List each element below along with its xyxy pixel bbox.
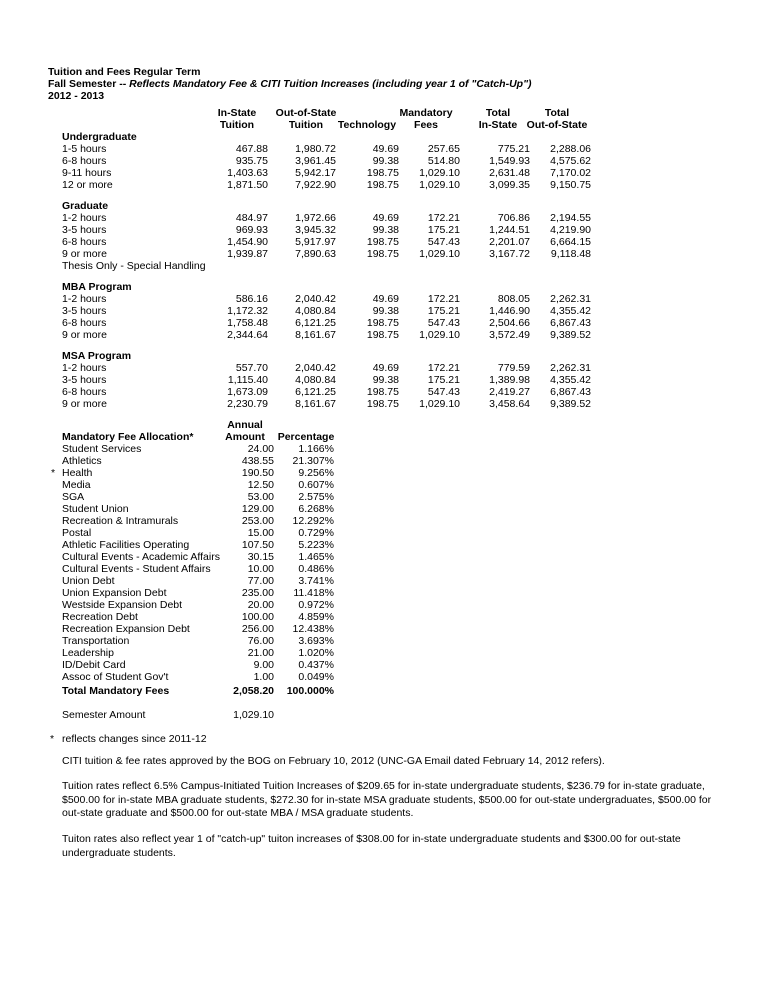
rate-cell: 6,664.15 [550,236,591,248]
rate-cell: 172.21 [427,362,460,374]
fee-label: Union Expansion Debt [62,587,167,599]
column-header-line2: Technology [337,119,397,131]
fee-label: Recreation & Intramurals [62,515,179,527]
rate-cell: 2,040.42 [295,362,336,374]
fee-label: Postal [62,527,92,539]
section-heading: MSA Program [62,350,132,362]
fee-percentage: 0.486% [298,563,334,575]
rate-cell: 6,121.25 [295,386,336,398]
rate-cell: 198.75 [366,179,399,191]
column-header [517,107,597,131]
rate-cell: 4,219.90 [550,224,591,236]
rate-cell: 1,244.51 [489,224,530,236]
fee-percentage: 0.049% [298,671,334,683]
fee-percentage: 4.859% [298,611,334,623]
rate-cell: 198.75 [366,329,399,341]
fee-amount: 10.00 [247,563,274,575]
row-label: 1-2 hours [62,212,107,224]
fee-amount: 53.00 [247,491,274,503]
fee-percentage: 12.292% [292,515,334,527]
rate-cell: 1,758.48 [227,317,268,329]
fee-percentage: 0.607% [298,479,334,491]
fee-label: Westside Expansion Debt [62,599,183,611]
rate-cell: 3,458.64 [489,398,530,410]
rate-cell: 586.16 [235,293,268,305]
rate-cell: 2,419.27 [489,386,530,398]
rate-cell: 175.21 [427,305,460,317]
rate-cell: 1,115.40 [227,374,268,386]
fee-percentage: 1.166% [298,443,334,455]
rate-cell: 2,344.64 [227,329,268,341]
fee-label: Media [62,479,91,491]
page-title: Tuition and Fees Regular Term [48,66,201,78]
column-header [386,107,466,131]
fee-percentage: 3.693% [298,635,334,647]
rate-cell: 4,080.84 [295,305,336,317]
fee-amount: 9.00 [253,659,274,671]
rate-cell: 7,170.02 [550,167,591,179]
rate-cell: 1,029.10 [419,329,460,341]
column-header-line1: In-State [217,107,257,119]
rate-cell: 6,867.43 [550,386,591,398]
rate-cell: 1,389.98 [489,374,530,386]
note-campus-increases: Tuition rates reflect 6.5% Campus-Initiated Tuition Increases of $209.65 for in-state undergraduate students, $236.79 for in-state graduate, $500.00 for in-state MBA graduate students, $272.30 for in-state MSA graduate students, $500.00 for out-state undergraduates, $500.00 for out-state graduate and $500.00 for out-state MBA / MSA graduate students. [62,780,712,819]
row-label: 9 or more [62,398,107,410]
academic-year: 2012 - 2013 [48,90,105,102]
fee-amount: 129.00 [241,503,274,515]
total-label: Total Mandatory Fees [62,685,170,697]
fee-amount: 253.00 [241,515,274,527]
fee-label: Cultural Events - Student Affairs [62,563,211,575]
semester-label: Semester Amount [62,709,146,721]
rate-cell: 969.93 [235,224,268,236]
fee-amount: 30.15 [247,551,274,563]
row-label: 12 or more [62,179,113,191]
rate-cell: 1,029.10 [419,179,460,191]
rate-cell: 4,355.42 [550,305,591,317]
fee-label: Transportation [62,635,130,647]
allocation-heading: Mandatory Fee Allocation* [62,431,194,443]
rate-cell: 198.75 [366,248,399,260]
rate-cell: 1,172.32 [227,305,268,317]
rate-cell: 1,029.10 [419,398,460,410]
rate-cell: 198.75 [366,317,399,329]
rate-cell: 706.86 [497,212,530,224]
fee-amount: 438.55 [241,455,274,467]
rate-cell: 547.43 [427,236,460,248]
fee-amount: 24.00 [247,443,274,455]
fee-amount: 12.50 [247,479,274,491]
column-header-line1: Out-of-State [275,107,337,119]
rate-cell: 1,673.09 [227,386,268,398]
fee-label: Athletic Facilities Operating [62,539,190,551]
rate-cell: 484.97 [235,212,268,224]
section-heading: Undergraduate [62,131,137,143]
subtitle-prefix: Fall Semester -- [48,78,130,90]
rate-cell: 2,230.79 [227,398,268,410]
page-subtitle [48,78,532,90]
fee-label: ID/Debit Card [62,659,126,671]
rate-cell: 172.21 [427,293,460,305]
fee-label: Union Debt [62,575,115,587]
rate-cell: 2,262.31 [550,293,591,305]
rate-cell: 4,080.84 [295,374,336,386]
rate-cell: 198.75 [366,398,399,410]
rate-cell: 547.43 [427,317,460,329]
fee-percentage: 0.729% [298,527,334,539]
rate-cell: 175.21 [427,374,460,386]
rate-cell: 1,871.50 [227,179,268,191]
row-label: 1-5 hours [62,143,107,155]
row-label: 6-8 hours [62,317,107,329]
rate-cell: 1,446.90 [489,305,530,317]
rate-cell: 775.21 [497,143,530,155]
fee-percentage: 12.438% [292,623,334,635]
rate-cell: 7,890.63 [295,248,336,260]
fee-percentage: 6.268% [298,503,334,515]
rate-cell: 6,867.43 [550,317,591,329]
row-label: 3-5 hours [62,374,107,386]
fee-amount: 256.00 [241,623,274,635]
fee-label: Assoc of Student Gov't [62,671,169,683]
rate-cell: 9,150.75 [550,179,591,191]
total-percentage: 100.000% [286,685,334,697]
row-label: Thesis Only - Special Handling [62,260,206,272]
rate-cell: 172.21 [427,212,460,224]
section-heading: Graduate [62,200,109,212]
fee-label: Cultural Events - Academic Affairs [62,551,220,563]
fee-label: Student Services [62,443,142,455]
rate-cell: 2,262.31 [550,362,591,374]
section-heading: MBA Program [62,281,132,293]
fee-amount: 1.00 [253,671,274,683]
column-header-line2: Tuition [288,119,324,131]
column-header-line1: Total [485,107,511,119]
fee-label: Student Union [62,503,129,515]
fee-amount: 100.00 [241,611,274,623]
rate-cell: 6,121.25 [295,317,336,329]
rate-cell: 4,575.62 [550,155,591,167]
rate-cell: 9,389.52 [550,329,591,341]
rate-cell: 935.75 [235,155,268,167]
rate-cell: 547.43 [427,386,460,398]
rate-cell: 2,040.42 [295,293,336,305]
rate-cell: 49.69 [372,143,399,155]
rate-cell: 198.75 [366,386,399,398]
rate-cell: 8,161.67 [295,398,336,410]
fee-percentage: 9.256% [298,467,334,479]
row-label: 6-8 hours [62,236,107,248]
rate-cell: 99.38 [372,305,399,317]
fee-label: Leadership [62,647,114,659]
amount-header-line1: Annual [227,419,263,431]
column-header-line1: Mandatory [399,107,453,119]
rate-cell: 49.69 [372,293,399,305]
rate-cell: 3,961.45 [295,155,336,167]
subtitle-italic: Reflects Mandatory Fee & CITI Tuition Increases (including year 1 of "Catch-Up") [129,78,532,90]
column-header-line2: In-State [478,119,518,131]
rate-cell: 198.75 [366,236,399,248]
rate-cell: 2,631.48 [489,167,530,179]
footnote-text: reflects changes since 2011-12 [62,733,207,745]
rate-cell: 2,194.55 [550,212,591,224]
rate-cell: 3,945.32 [295,224,336,236]
rate-cell: 1,029.10 [419,167,460,179]
fee-percentage: 21.307% [292,455,334,467]
fee-percentage: 3.741% [298,575,334,587]
row-label: 9-11 hours [62,167,112,179]
rate-cell: 7,922.90 [295,179,336,191]
rate-cell: 1,980.72 [295,143,336,155]
column-header-line2: Fees [414,119,438,131]
row-label: 6-8 hours [62,155,107,167]
rate-cell: 99.38 [372,374,399,386]
column-header-line1: Total [544,107,570,119]
rate-cell: 9,118.48 [550,248,591,260]
amount-header [215,419,275,443]
rate-cell: 49.69 [372,362,399,374]
row-label: 6-8 hours [62,386,107,398]
fee-amount: 77.00 [247,575,274,587]
rate-cell: 99.38 [372,155,399,167]
fee-percentage: 0.437% [298,659,334,671]
column-header-line2: Tuition [219,119,255,131]
rate-cell: 49.69 [372,212,399,224]
fee-label: Athletics [62,455,102,467]
fee-amount: 190.50 [241,467,274,479]
rate-cell: 175.21 [427,224,460,236]
rate-cell: 808.05 [497,293,530,305]
fee-percentage: 5.223% [298,539,334,551]
fee-label: SGA [62,491,85,503]
rate-cell: 198.75 [366,167,399,179]
fee-amount: 235.00 [241,587,274,599]
rate-cell: 3,167.72 [489,248,530,260]
fee-amount: 15.00 [247,527,274,539]
rate-cell: 2,288.06 [550,143,591,155]
rate-cell: 5,942.17 [295,167,336,179]
row-label: 9 or more [62,248,107,260]
column-header [197,107,277,131]
row-label: 1-2 hours [62,293,107,305]
rate-cell: 1,454.90 [227,236,268,248]
rate-cell: 3,572.49 [489,329,530,341]
fee-percentage: 11.418% [293,587,334,599]
note-catch-up: Tuiton rates also reflect year 1 of "catch-up" tuiton increases of $308.00 for in-state undergraduate students and $300.00 for out-state undergraduate students. [62,833,681,859]
rate-cell: 514.80 [427,155,460,167]
row-label: 9 or more [62,329,107,341]
rate-cell: 467.88 [235,143,268,155]
fee-percentage: 2.575% [298,491,334,503]
fee-percentage: 1.020% [298,647,334,659]
rate-cell: 8,161.67 [295,329,336,341]
rate-cell: 557.70 [235,362,268,374]
fee-label: Recreation Debt [62,611,138,623]
rate-cell: 1,939.87 [227,248,268,260]
rate-cell: 1,972.66 [295,212,336,224]
fee-percentage: 0.972% [298,599,334,611]
fee-percentage: 1.465% [298,551,334,563]
semester-amount: 1,029.10 [233,709,274,721]
fee-amount: 20.00 [247,599,274,611]
footnote-mark: * [50,733,55,745]
row-label: 1-2 hours [62,362,107,374]
rate-cell: 3,099.35 [489,179,530,191]
total-amount: 2,058.20 [233,685,274,697]
rate-cell: 1,029.10 [419,248,460,260]
rate-cell: 1,403.63 [227,167,268,179]
rate-cell: 1,549.93 [489,155,530,167]
change-marker: * [51,467,56,479]
fee-amount: 21.00 [247,647,274,659]
rate-cell: 4,355.42 [550,374,591,386]
fee-amount: 107.50 [241,539,274,551]
fee-label: Health [62,467,93,479]
row-label: 3-5 hours [62,305,107,317]
rate-cell: 779.59 [497,362,530,374]
rate-cell: 257.65 [427,143,460,155]
rate-cell: 5,917.97 [295,236,336,248]
row-label: 3-5 hours [62,224,107,236]
rate-cell: 9,389.52 [550,398,591,410]
amount-header-line2: Amount [225,431,265,443]
rate-cell: 2,201.07 [489,236,530,248]
rate-cell: 2,504.66 [489,317,530,329]
fee-amount: 76.00 [247,635,274,647]
note-approval: CITI tuition & fee rates approved by the BOG on February 10, 2012 (UNC-GA Email dated February 14, 2012 refers). [62,755,605,767]
percentage-header: Percentage [277,431,335,443]
rate-cell: 99.38 [372,224,399,236]
column-header-line2: Out-of-State [526,119,588,131]
fee-label: Recreation Expansion Debt [62,623,190,635]
